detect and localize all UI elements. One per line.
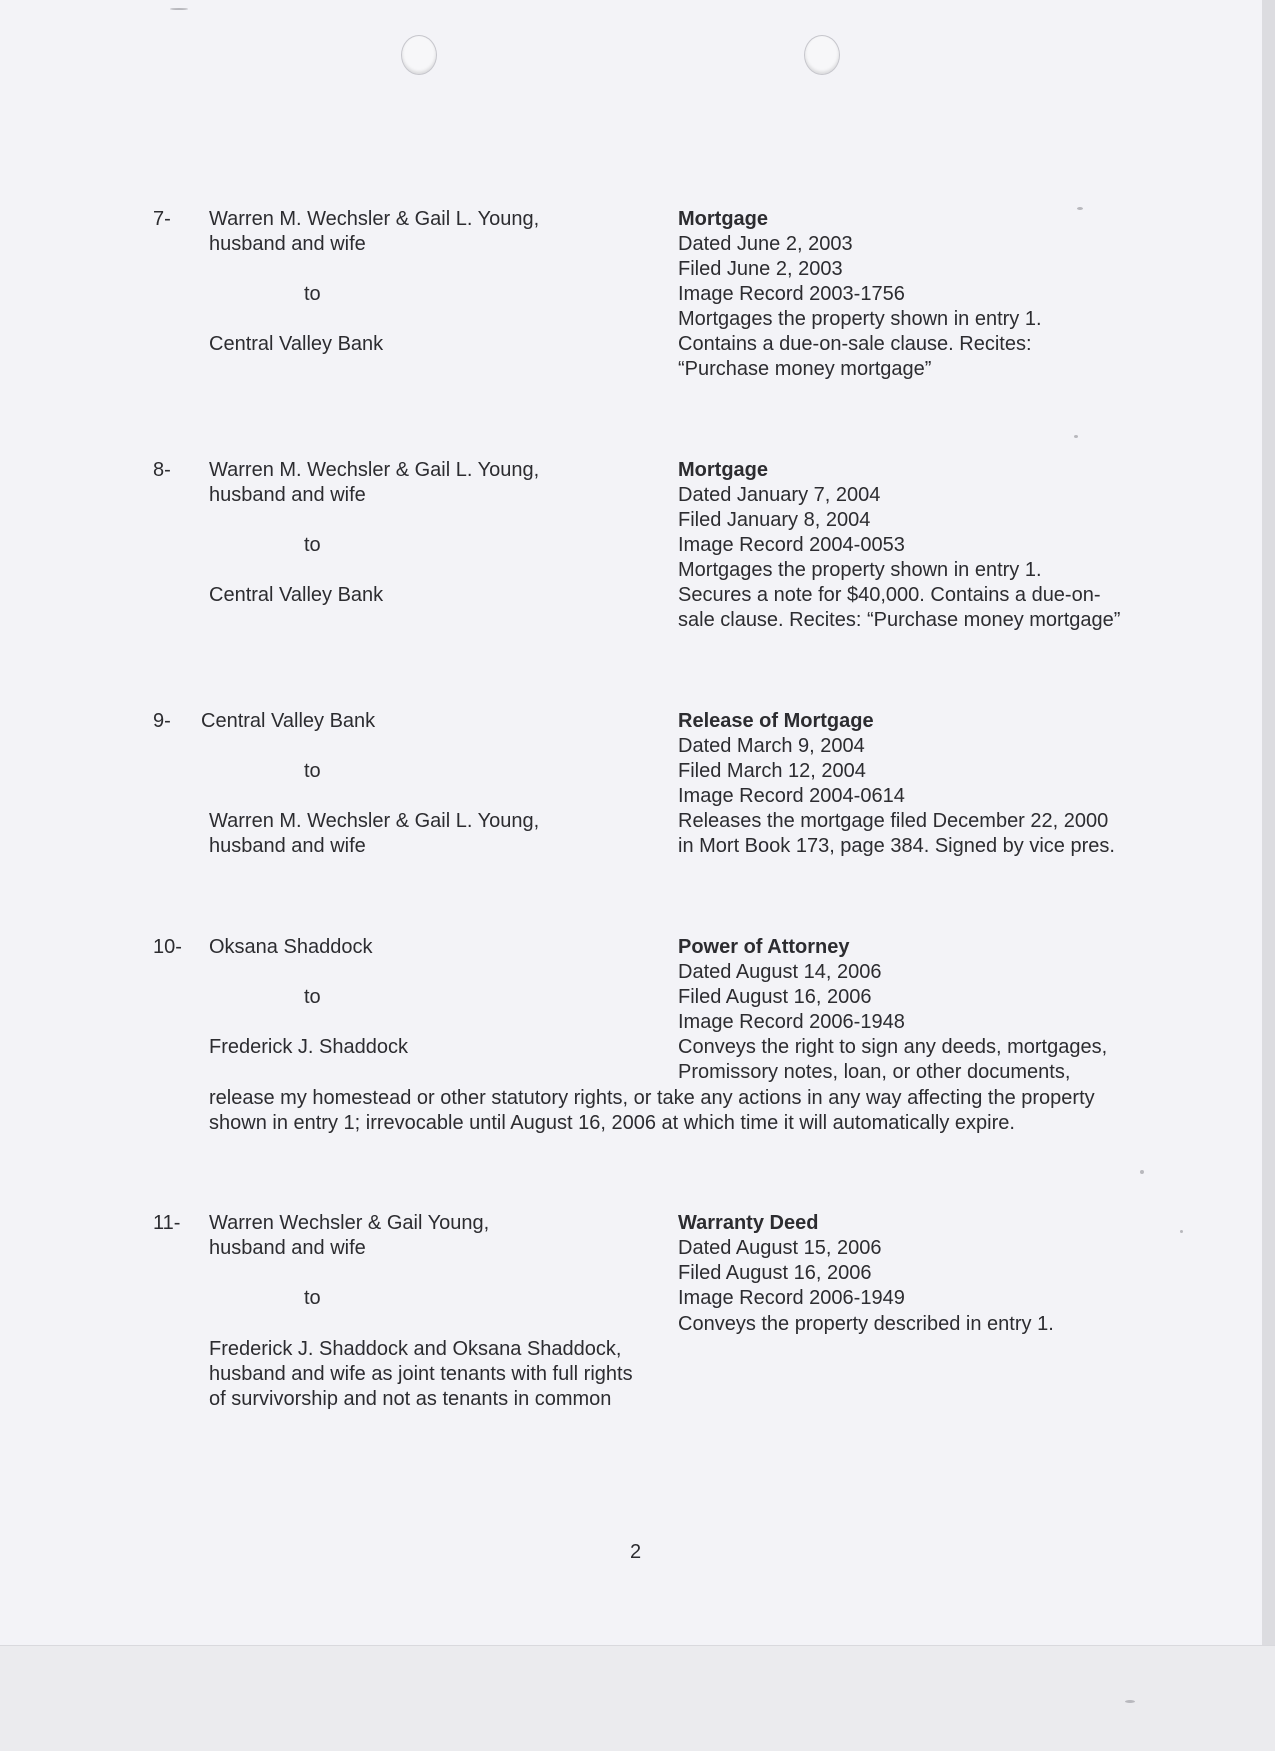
detail-line: Image Record 2006-1949	[678, 1287, 905, 1309]
detail-line: in Mort Book 173, page 384. Signed by vice pres.	[678, 835, 1115, 857]
instrument-title: Mortgage	[678, 459, 768, 481]
to-label: to	[304, 760, 321, 782]
detail-line: Contains a due-on-sale clause. Recites:	[678, 333, 1032, 355]
grantee-line: Frederick J. Shaddock	[209, 1036, 408, 1058]
detail-line: Mortgages the property shown in entry 1.	[678, 559, 1042, 581]
grantor-line: Oksana Shaddock	[209, 936, 373, 958]
grantee-line: husband and wife as joint tenants with full rights	[209, 1363, 633, 1385]
detail-line: Mortgages the property shown in entry 1.	[678, 308, 1042, 330]
detail-line: Filed August 16, 2006	[678, 1262, 872, 1284]
entry-number: 10-	[153, 936, 182, 958]
scan-edge-right	[1262, 0, 1275, 1645]
detail-line: Dated August 15, 2006	[678, 1237, 882, 1259]
detail-line: Filed March 12, 2004	[678, 760, 866, 782]
punch-hole-right	[804, 35, 840, 75]
detail-line: Conveys the property described in entry 1.	[678, 1313, 1054, 1335]
detail-line: “Purchase money mortgage”	[678, 358, 932, 380]
grantee-line: husband and wife	[209, 835, 366, 857]
detail-line: Dated January 7, 2004	[678, 484, 881, 506]
detail-line: Filed June 2, 2003	[678, 258, 843, 280]
scan-speck	[1140, 1170, 1144, 1174]
grantor-line: Warren M. Wechsler & Gail L. Young,	[209, 459, 540, 481]
detail-line: sale clause. Recites: “Purchase money mortgage”	[678, 609, 1121, 631]
punch-hole-left	[401, 35, 437, 75]
grantor-line: Central Valley Bank	[201, 710, 376, 732]
scan-speck	[170, 8, 188, 10]
continuation-line: release my homestead or other statutory rights, or take any actions in any way affecting the property	[209, 1087, 1095, 1109]
entry-number: 9-	[153, 710, 171, 732]
scan-speck	[1125, 1700, 1135, 1703]
instrument-title: Power of Attorney	[678, 936, 850, 958]
grantee-line: Warren M. Wechsler & Gail L. Young,	[209, 810, 540, 832]
grantor-line: husband and wife	[209, 1237, 366, 1259]
scan-speck	[1074, 435, 1078, 438]
scan-speck	[1180, 1230, 1183, 1233]
detail-line: Secures a note for $40,000. Contains a due-on-	[678, 584, 1101, 606]
to-label: to	[304, 1287, 321, 1309]
continuation-line: shown in entry 1; irrevocable until August 16, 2006 at which time it will automatically expire.	[209, 1112, 1015, 1134]
entry-number: 11-	[153, 1212, 181, 1234]
to-label: to	[304, 534, 321, 556]
grantee-line: of survivorship and not as tenants in common	[209, 1388, 612, 1410]
grantor-line: husband and wife	[209, 233, 366, 255]
detail-line: Image Record 2006-1948	[678, 1011, 905, 1033]
grantor-line: Warren Wechsler & Gail Young,	[209, 1212, 490, 1234]
entry-number: 7-	[153, 208, 171, 230]
instrument-title: Warranty Deed	[678, 1212, 819, 1234]
to-label: to	[304, 283, 321, 305]
detail-line: Filed August 16, 2006	[678, 986, 872, 1008]
detail-line: Dated August 14, 2006	[678, 961, 882, 983]
detail-line: Filed January 8, 2004	[678, 509, 871, 531]
grantee-line: Frederick J. Shaddock and Oksana Shaddock,	[209, 1338, 622, 1360]
detail-line: Image Record 2004-0614	[678, 785, 905, 807]
grantee-line: Central Valley Bank	[209, 333, 384, 355]
instrument-title: Release of Mortgage	[678, 710, 874, 732]
grantor-line: husband and wife	[209, 484, 366, 506]
page-number: 2	[630, 1541, 642, 1563]
to-label: to	[304, 986, 321, 1008]
scan-edge-bottom	[0, 1645, 1275, 1751]
detail-line: Image Record 2004-0053	[678, 534, 905, 556]
detail-line: Conveys the right to sign any deeds, mortgages,	[678, 1036, 1108, 1058]
grantor-line: Warren M. Wechsler & Gail L. Young,	[209, 208, 540, 230]
scan-speck	[1077, 207, 1083, 210]
grantee-line: Central Valley Bank	[209, 584, 384, 606]
detail-line: Releases the mortgage filed December 22, 2000	[678, 810, 1109, 832]
instrument-title: Mortgage	[678, 208, 768, 230]
detail-line: Image Record 2003-1756	[678, 283, 905, 305]
detail-line: Dated March 9, 2004	[678, 735, 865, 757]
detail-line: Dated June 2, 2003	[678, 233, 853, 255]
entry-number: 8-	[153, 459, 171, 481]
detail-line: Promissory notes, loan, or other documents,	[678, 1061, 1071, 1083]
